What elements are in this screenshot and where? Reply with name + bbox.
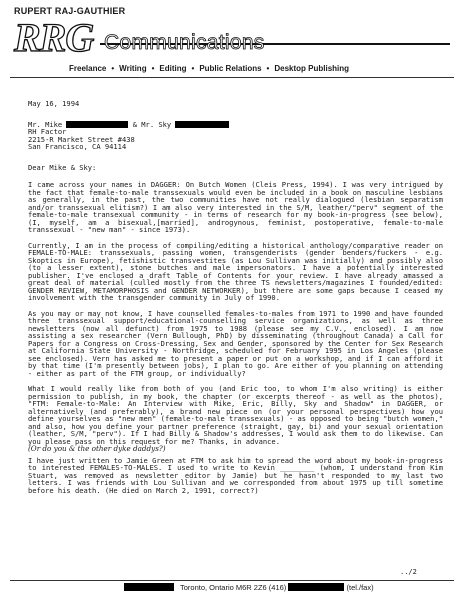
footer-divider	[10, 580, 454, 581]
address-line: San Francisco, CA 94114	[28, 142, 127, 151]
paragraph: I came across your names in DAGGER: On Butch Women (Cleis Press, 1994). I was very intrigued by the fact that female-to-male transsexuals would even be included in a book on masculine lesbians as generally, in the past, the two communities have not really dialogued (lesbian separatism and/or transsexual elitism?) I am also very interested in the S/M, leather/"perv" segment of the female-to-male transexual community - in terms of research for my book-in-progress (see below), (I, myself, am a bisexual,[married], androgynous, feminist, postoperative, female-to-male transsexual - "new man" - since 1973).	[28, 180, 448, 234]
paragraph: I have just written to Jamie Green at FTM to ask him to spread the word about my book-in-progress to interested FEMALES-TO-MALES. I used to write to Kevin ________ (whom, I understand from Kim Stuart, was removed as newsletter editor by Jamie) but he hasn't responded to my last two letters. I was friends with Lou Sullivan and we corresponded from about 1975 up till sometime before his death. (He died on March 2, 1991, correct?)	[28, 455, 448, 495]
footer-contact	[180, 583, 374, 592]
service-item: Writing	[119, 64, 147, 73]
footer-suffix: (tel./fax)	[346, 583, 374, 592]
logo-initials: RRG	[14, 15, 94, 60]
service-bullet: •	[191, 64, 195, 73]
footer-city: Toronto, Ontario M6R 2Z6 (416)	[180, 583, 287, 592]
paragraph: As you may or may not know, I have counselled females-to-males from 1971 to 1990 and have founded three transsexual support/educational-counselling service organizations, as well as three newsletters (now all defunct) from 1975 to 1988 (please see my C.V., enclosed). I am now assisting a sex researcher (Vern Bullough, PhD) by disseminating (throughout Canada) a Call for Papers for a Congress on Cross-Dressing, Sex and Gender, sponsored by the Center for Sex Research at California State University - Northridge, scheduled for February 1995 in Los Angeles (please see enclosed). Vern has asked me to present a paper or put on a workshop, and if I can afford it by that time (I'm presently between jobs), I plan to go. Are either of you planning on attending - either as part of the FTM group, or individually?	[28, 308, 448, 378]
header-divider	[10, 77, 454, 78]
redaction-bar	[66, 121, 128, 128]
page-continuation: ../2	[400, 568, 417, 576]
services-list	[66, 64, 446, 73]
service-item: Desktop Publishing	[274, 64, 350, 73]
address-line: 2215-R Market Street #438	[28, 134, 135, 144]
letter-body	[28, 99, 448, 502]
letter-date: May 16, 1994	[28, 99, 80, 108]
sender-name: RUPERT RAJ-GAUTHIER	[14, 6, 126, 16]
paragraph: What I would really like from both of you (and Eric too, to whom I'm also writing) is either permission to publish, in my book, the chapter (or excerpts thereof - as well as the photos), "FTM: Female-to-Male: An Interview with Mike, Eric, Billy, Sky and Shadow" in DAGGER, or alternatively (and preferably), a brand new piece on (or your personal perspectives) how you define yourselves as "new men" (female-to-male transsexuals) - as opposed to being "butch women," and also, how you define your partner preference (straight, gay, bi) and your sexual orientation (leather, S/M, "perv"). If I had Billy & Shadow's addresses, I would ask them to do likewise. Can you please pass on this request for me? Thanks, in advance.	[28, 384, 448, 446]
redaction-bar	[175, 121, 229, 128]
handwritten-note: (Or do you & the other dyke daddys?)	[28, 444, 166, 453]
address-line: RH Factor	[28, 127, 67, 136]
service-bullet: •	[266, 64, 270, 73]
service-item: Public Relations	[199, 64, 262, 73]
recipient-mid: & Mr. Sky	[132, 119, 172, 129]
greeting: Dear Mike & Sky:	[28, 162, 97, 172]
service-bullet: •	[111, 64, 115, 73]
paragraph: Currently, I am in the process of compiling/editing a historical anthology/comparative reader on FEMALE-TO-MALE: transsexuals, passing women, transgenderists (gender benders/fuckers - e.g. Skoptics in Europe), fetishistic transvestites (as Lou Sullivan was initially) and possibly also (to a lesser extent), stone butches and male impersonators. I have a potentially interested publisher. I've enclosed a draft Table of Contents for your review. I have already amassed a great deal of material (culled mostly from the three TS newsletters/magazines I founded/edited: GENDER REVIEW, METAMORPHOSIS and GENDER NETWORKER), but there are some gaps because I ceased my involvement with the transgender community in July of 1990.	[28, 240, 448, 302]
recipient-prefix: Mr. Mike	[28, 119, 63, 129]
redaction-bar	[288, 583, 344, 591]
logo-wordmark: Communications	[104, 31, 265, 54]
service-item: Freelance	[69, 64, 107, 73]
service-bullet: •	[151, 64, 155, 73]
company-logo	[12, 15, 452, 60]
recipient-line	[28, 121, 443, 129]
service-item: Editing	[159, 64, 187, 73]
recipient-address	[28, 121, 443, 151]
redaction-bar	[124, 583, 174, 591]
